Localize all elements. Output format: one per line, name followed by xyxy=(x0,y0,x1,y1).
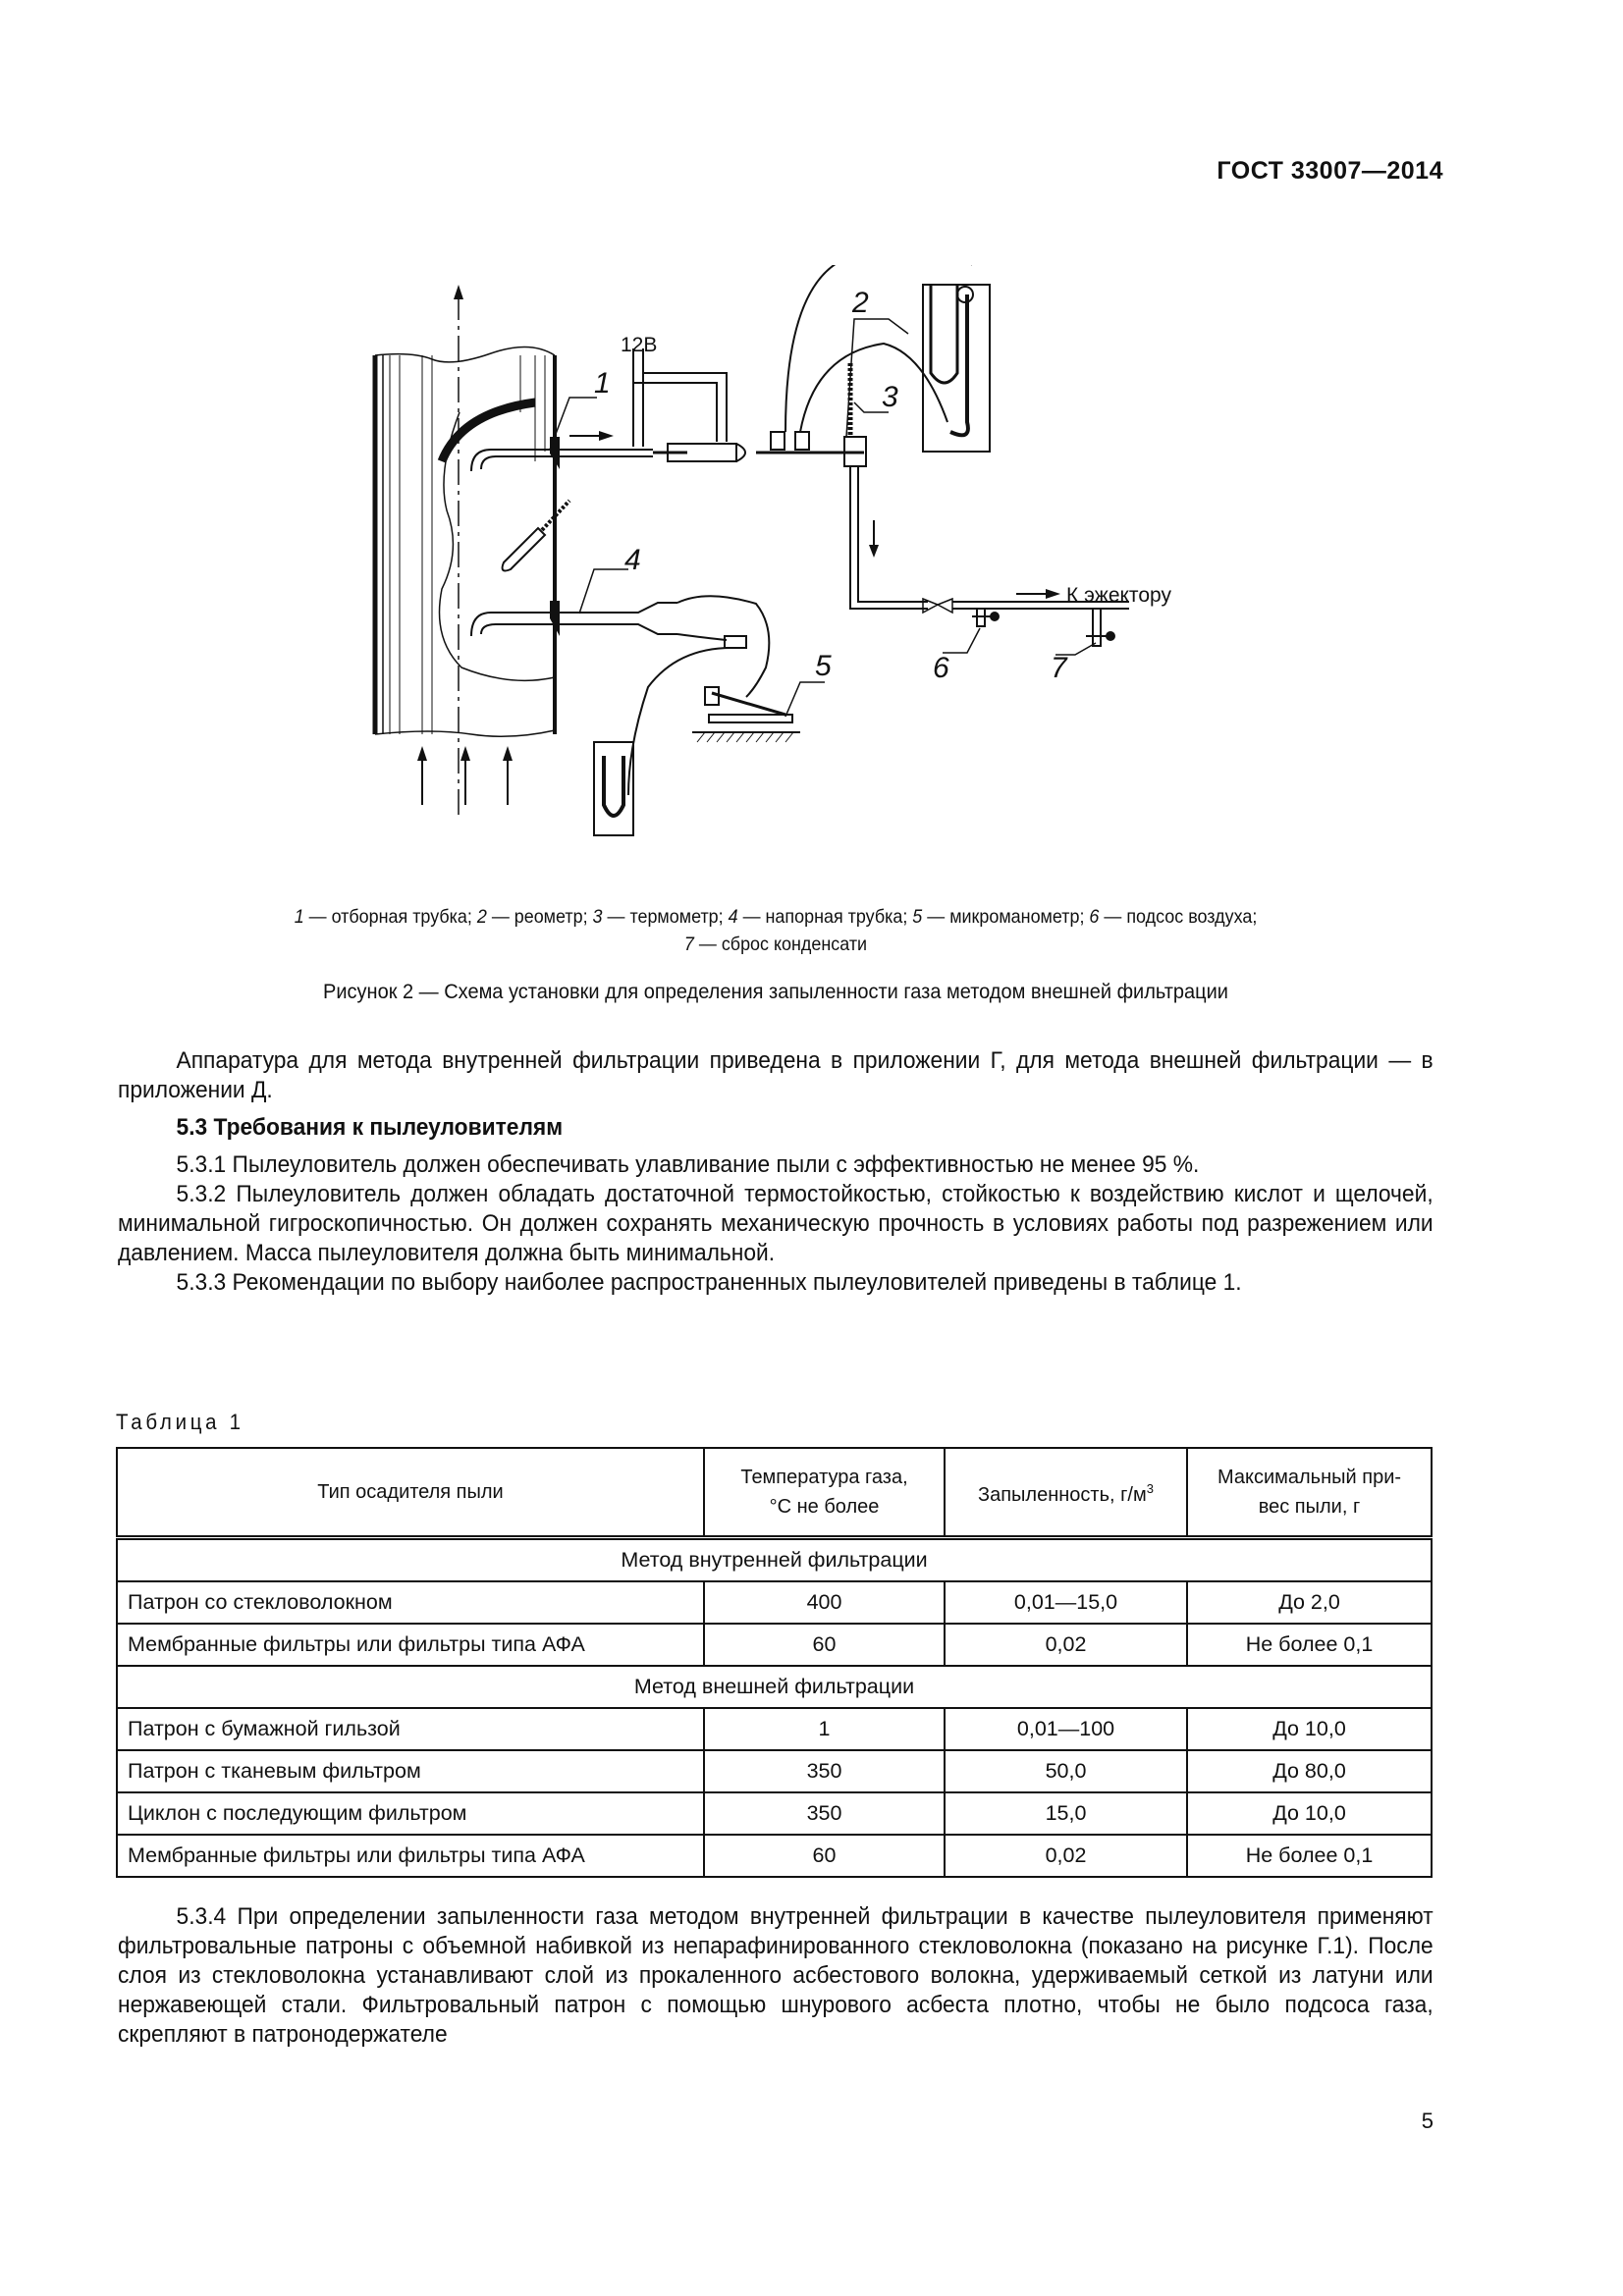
figure-2-schematic xyxy=(334,265,1257,874)
table-row: Циклон с последующим фильтром 350 15,0 До 10,0 xyxy=(117,1792,1432,1835)
header-max-mass: Максимальный при- вес пыли, г xyxy=(1187,1448,1432,1538)
label-3: 3 xyxy=(882,381,898,413)
standard-code: ГОСТ 33007—2014 xyxy=(1217,157,1443,185)
u-manometer-lower xyxy=(594,742,633,835)
table-row: Патрон с тканевым фильтром 350 50,0 До 80,0 xyxy=(117,1750,1432,1792)
legend-line-2: 7 — сброс конденсати xyxy=(683,934,868,955)
header-temperature: Температура газа, °С не более xyxy=(704,1448,945,1538)
paragraph-5-3-3: 5.3.3 Рекомендации по выбору наиболее распространенных пылеуловителей приведены в таблице 1. xyxy=(176,1269,1242,1296)
label-2: 2 xyxy=(852,287,869,319)
table-group-row: Метод внешней фильтрации xyxy=(117,1666,1432,1708)
body-upper xyxy=(118,1046,1434,1298)
table-row: Патрон со стекловолокном 400 0,01—15,0 До 2,0 xyxy=(117,1581,1432,1624)
label-12v: 12В xyxy=(621,334,658,356)
table-caption: Таблица 1 xyxy=(116,1410,244,1434)
table-group-row: Метод внутренней фильтрации xyxy=(117,1538,1432,1582)
label-1: 1 xyxy=(594,367,611,400)
body-lower xyxy=(118,1902,1434,2050)
gas-duct xyxy=(375,285,555,815)
section-title-5-3: 5.3 Требования к пылеуловителям xyxy=(176,1114,564,1141)
label-4: 4 xyxy=(624,544,641,576)
duct-thermometer xyxy=(503,501,569,570)
paragraph-5-3-4: 5.3.4 При определении запыленности газа методом внутренней фильтрации в качестве пылеуловителя применяют фильтровальные патроны с объемной набивкой из непарафинированного стекловолокна (показано на рисунке Г.1). После слоя из стекловолокна устанавливают слой из прокаленного асбестового волокна, удерживаемый сеткой из латуни или нержавеющей стали. Фильтровальный патрон с помощью шнурового асбеста плотно, чтобы не было подсоса газа, скрепляют в патронодержателе xyxy=(118,1903,1434,2048)
paragraph-5-3-2: 5.3.2 Пылеуловитель должен обладать достаточной термостойкостью, стойкостью к воздействию кислот и щелочей, минимальной гигроскопичностью. Он должен сохранять механическую прочность в условиях работы под разрежением или давлением. Масса пылеуловителя должна быть минимальной. xyxy=(118,1181,1434,1266)
table-row: Патрон с бумажной гильзой 1 0,01—100 До 10,0 xyxy=(117,1708,1432,1750)
label-to-ejector: К эжектору xyxy=(1066,584,1171,607)
legend-line-1: 1 — отборная трубка; 2 — реометр; 3 — термометр; 4 — напорная трубка; 5 — микроманометр; 6 — подсос воздуха; xyxy=(294,906,1258,928)
paragraph-apparatus: Аппаратура для метода внутренней фильтрации приведена в приложении Г, для метода внешней фильтрации — в приложении Д. xyxy=(118,1047,1434,1103)
label-6: 6 xyxy=(933,652,949,684)
page-number: 5 xyxy=(1421,2109,1434,2133)
label-7: 7 xyxy=(1051,652,1067,684)
micromanometer xyxy=(692,687,800,742)
paragraph-5-3-1: 5.3.1 Пылеуловитель должен обеспечивать улавливание пыли с эффективностью не менее 95 %. xyxy=(176,1151,1200,1178)
header-dust: Запыленность, $г/м^3$ xyxy=(945,1448,1187,1538)
exhaust-line xyxy=(850,466,1129,646)
header-type: Тип осадителя пыли xyxy=(117,1448,704,1538)
table-1 xyxy=(116,1447,1433,1878)
table-row: Мембранные фильтры или фильтры типа АФА 60 0,02 Не более 0,1 xyxy=(117,1624,1432,1666)
label-5: 5 xyxy=(815,650,832,682)
rheometer xyxy=(785,265,990,452)
figure-legend xyxy=(171,903,1381,958)
table-header-row xyxy=(117,1448,1432,1538)
table-row: Мембранные фильтры или фильтры типа АФА 60 0,02 Не более 0,1 xyxy=(117,1835,1432,1877)
figure-caption: Рисунок 2 — Схема установки для определения запыленности газа методом внешней фильтрации xyxy=(323,980,1228,1003)
